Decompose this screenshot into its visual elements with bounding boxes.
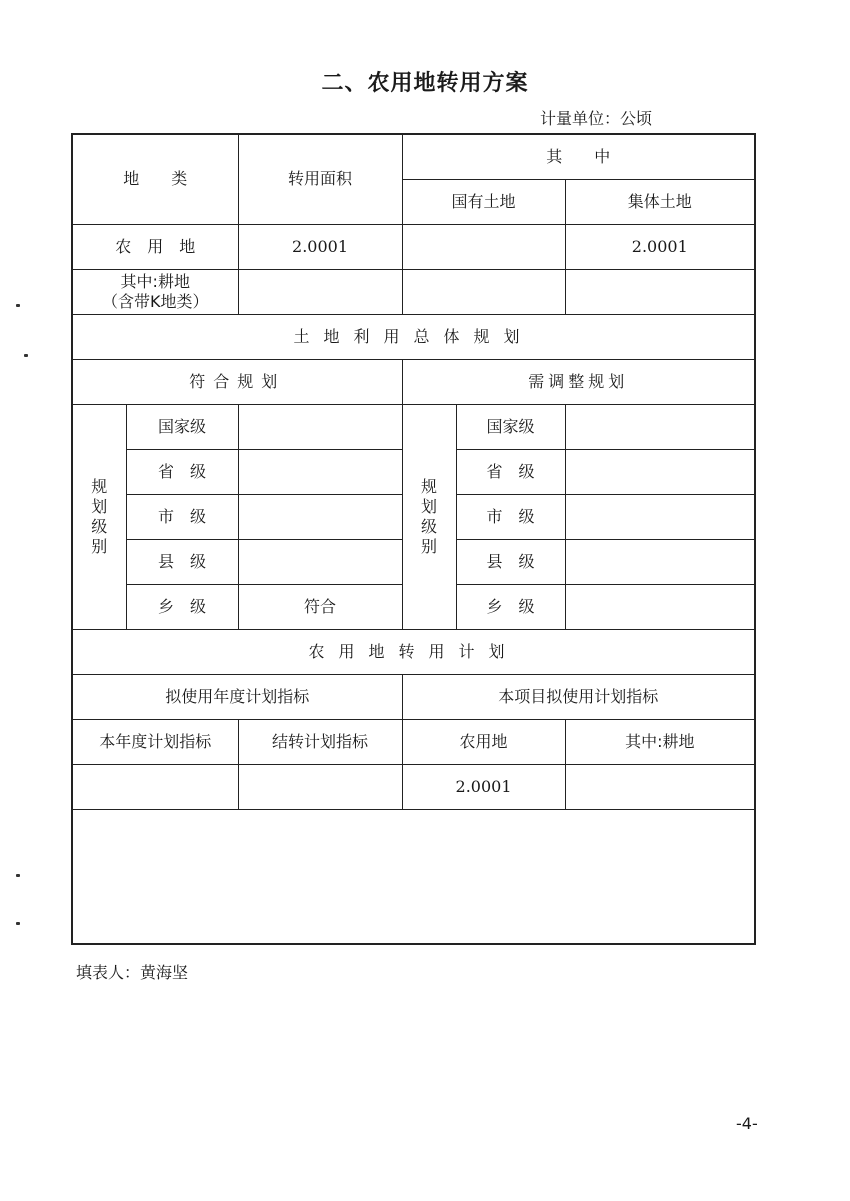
plan-section-title: 土地利用总体规划 [72, 314, 755, 359]
col-carryover-index: 结转计划指标 [238, 719, 402, 764]
row-cultivated-collective [565, 269, 755, 314]
adjust-level-name: 县 级 [456, 539, 565, 584]
adjust-level-name: 市 级 [456, 494, 565, 539]
conform-level-value: 符合 [238, 584, 402, 629]
adjust-level-name: 乡 级 [456, 584, 565, 629]
annual-index-header: 拟使用年度计划指标 [72, 674, 402, 719]
conform-level-name: 县 级 [126, 539, 238, 584]
adjust-level-value [565, 404, 755, 449]
row-cultivated-label-line1: 其中:耕地 [120, 271, 190, 291]
conversion-plan-title: 农用地转用计划 [72, 629, 755, 674]
conform-level-value [238, 449, 402, 494]
col-this-year-index: 本年度计划指标 [72, 719, 238, 764]
value-carryover-index [238, 764, 402, 809]
header-collective-land: 集体土地 [565, 179, 755, 224]
conform-level-name: 乡 级 [126, 584, 238, 629]
col-farmland: 农用地 [402, 719, 565, 764]
row-farmland-label: 农 用 地 [72, 224, 238, 269]
adjust-level-value [565, 584, 755, 629]
form-filler: 填表人：黄海坚 [76, 963, 189, 982]
header-conversion-area: 转用面积 [238, 134, 402, 224]
col-cultivated: 其中:耕地 [565, 719, 755, 764]
row-farmland-collective: 2.0001 [565, 224, 755, 269]
measurement-unit: 计量单位：公顷 [540, 109, 653, 128]
conform-level-name: 省 级 [126, 449, 238, 494]
page-title: 二、农用地转用方案 [321, 71, 529, 96]
plan-level-label-text: 规 划 级 别 [91, 476, 108, 556]
value-this-year-index [72, 764, 238, 809]
header-of-which: 其 中 [402, 134, 755, 179]
row-cultivated-state [402, 269, 565, 314]
row-farmland-area: 2.0001 [238, 224, 402, 269]
adjust-level-name: 省 级 [456, 449, 565, 494]
value-cultivated [565, 764, 755, 809]
page-number: -4- [736, 1114, 758, 1133]
conform-level-name: 市 级 [126, 494, 238, 539]
value-farmland: 2.0001 [402, 764, 565, 809]
adjust-level-value [565, 449, 755, 494]
scan-mark [16, 922, 20, 925]
conform-level-label [72, 404, 126, 629]
row-cultivated-label-line2: （含带K地类） [102, 291, 209, 311]
conform-level-value [238, 539, 402, 584]
plan-adjust-header: 需调整规划 [402, 359, 755, 404]
scan-mark [24, 354, 28, 357]
project-index-header: 本项目拟使用计划指标 [402, 674, 755, 719]
row-cultivated-area [238, 269, 402, 314]
conversion-form-table [71, 133, 756, 945]
adjust-level-name: 国家级 [456, 404, 565, 449]
adjust-level-label [402, 404, 456, 629]
scan-mark [16, 874, 20, 877]
row-farmland-state [402, 224, 565, 269]
scan-mark [16, 304, 20, 307]
row-cultivated-label [72, 269, 238, 314]
conform-level-value [238, 404, 402, 449]
conform-level-value [238, 494, 402, 539]
conform-level-name: 国家级 [126, 404, 238, 449]
header-state-land: 国有土地 [402, 179, 565, 224]
adjust-level-value [565, 494, 755, 539]
adjust-level-value [565, 539, 755, 584]
header-land-type: 地 类 [72, 134, 238, 224]
plan-level-label-text: 规 划 级 别 [421, 476, 438, 556]
remarks-blank-area [72, 809, 755, 944]
plan-conform-header: 符合规划 [72, 359, 402, 404]
